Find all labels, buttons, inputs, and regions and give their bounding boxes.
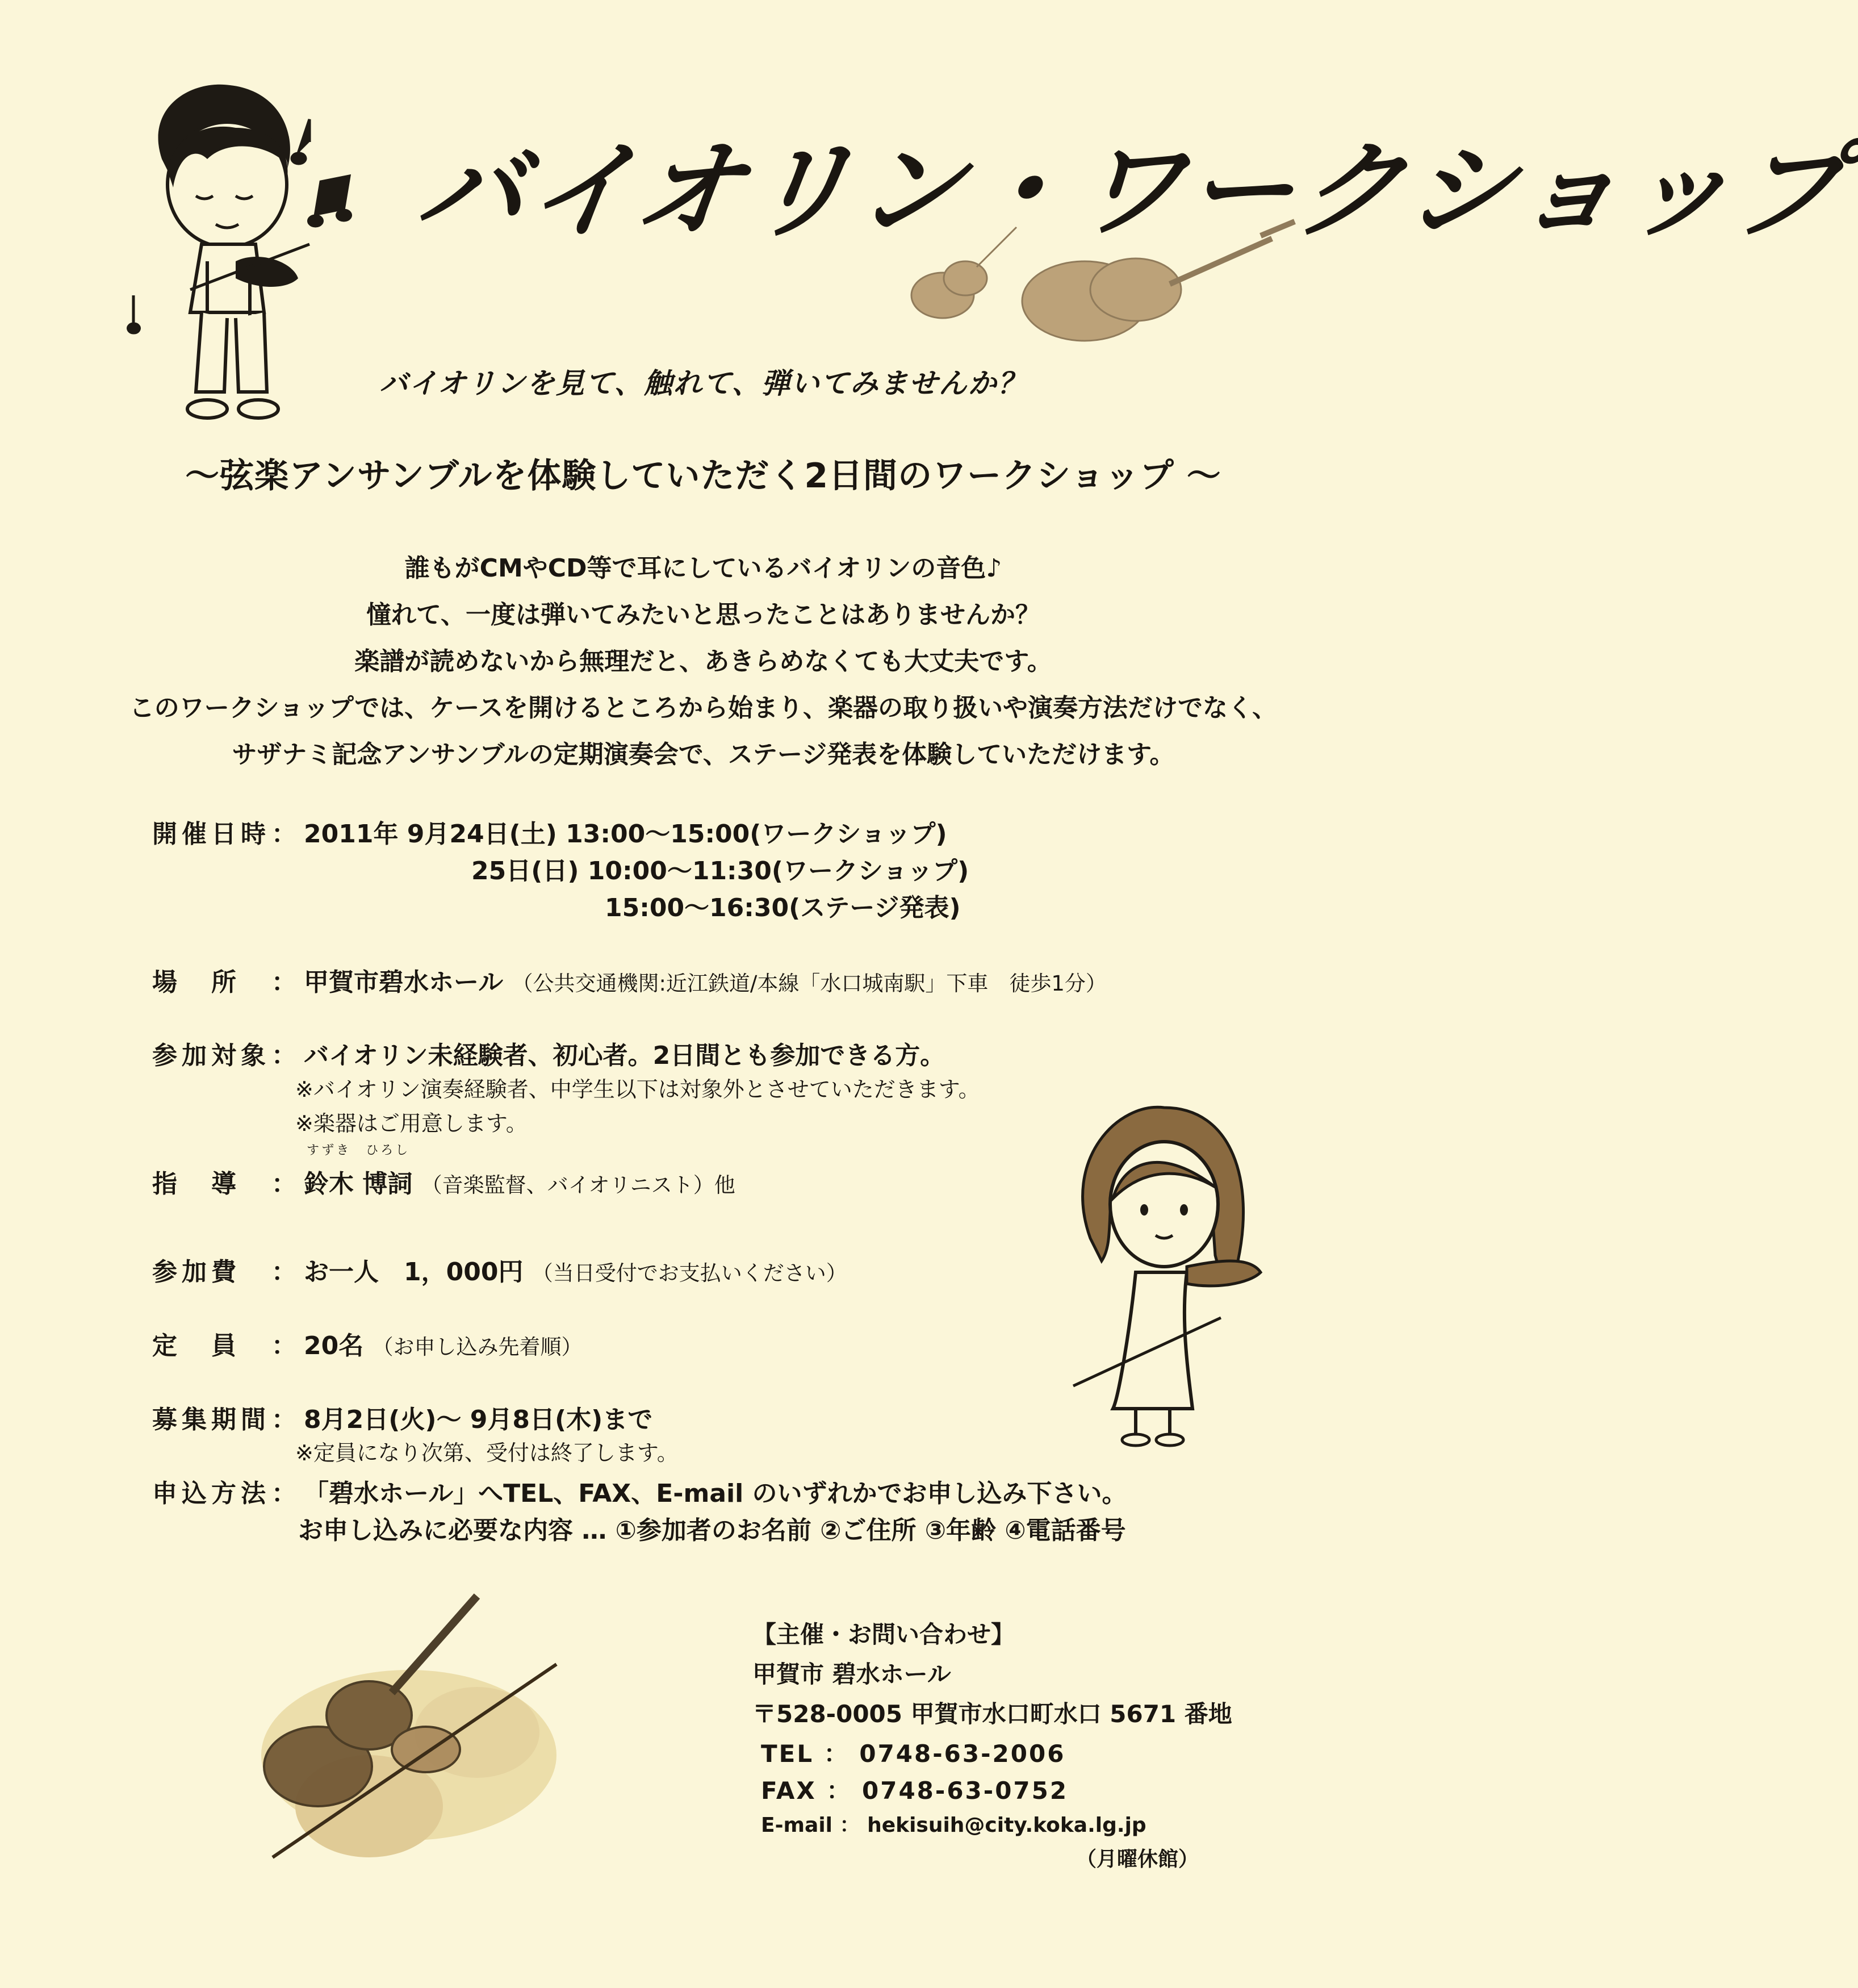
contact-address: 〒528-0005 甲賀市水口町水口 5671 番地 [752, 1700, 1232, 1728]
violin-bouquet-decoration [238, 1562, 591, 1880]
instructor-role: （音楽監督、バイオリニスト）他 [421, 1173, 735, 1197]
apply-colon: ： [271, 1479, 296, 1508]
contact-fax: FAX ： 0748-63-0752 [761, 1777, 1069, 1805]
instructor-colon: ： [271, 1170, 296, 1198]
date-label: 開催日時 [152, 820, 270, 849]
apply-line-2: お申し込みに必要な内容 … ①参加者のお名前 ②ご住所 ③年齢 ④電話番号 [298, 1516, 1126, 1545]
target-note-1: ※バイオリン演奏経験者、中学生以下は対象外とさせていただきます。 [295, 1077, 980, 1102]
contact-tel: TEL ： 0748-63-2006 [761, 1740, 1066, 1768]
capacity-label: 定 員 [152, 1331, 241, 1360]
capacity-colon: ： [271, 1331, 296, 1360]
page-title: バイオリン・ワークショップ [410, 129, 1855, 253]
capacity-number: 20名 [304, 1331, 364, 1360]
venue-name: 甲賀市碧水ホール [304, 968, 504, 997]
fee-note: （当日受付でお支払いください） [532, 1261, 847, 1285]
intro-line: サザナミ記念アンサンブルの定期演奏会で、ステージ発表を体験していただけます。 [232, 740, 1175, 769]
date-line-2: 25日(日) 10:00～11:30(ワークショップ) [471, 857, 969, 886]
tagline: バイオリンを見て、触れて、弾いてみませんか？ [379, 367, 1027, 400]
violin-photo-decoration [897, 204, 1306, 352]
target-note-2: ※楽器はご用意します。 [295, 1111, 528, 1136]
instructor-name: 鈴木 博詞 [304, 1170, 413, 1198]
intro-line: このワークショップでは、ケースを開けるところから始まり、楽器の取り扱いや演奏方法だけでなく、 [129, 694, 1278, 722]
intro-line: 誰もがCMやCD等で耳にしているバイオリンの音色♪ [404, 554, 1002, 583]
apply-label: 申込方法 [152, 1479, 270, 1508]
venue-access: （公共交通機関:近江鉄道/本線「水口城南駅」下車 徒歩1分） [512, 971, 1107, 996]
period-label: 募集期間 [152, 1405, 270, 1434]
venue-value [304, 962, 1107, 998]
date-line-3: 15:00～16:30(ステージ発表) [605, 893, 961, 922]
period-colon: ： [271, 1405, 296, 1434]
period-note: ※定員になり次第、受付は終了します。 [295, 1440, 679, 1465]
contact-heading: 【主催・お問い合わせ】 [752, 1621, 1015, 1648]
intro-line: 憧れて、一度は弾いてみたいと思ったことはありませんか？ [366, 600, 1041, 629]
apply-line-1: 「碧水ホール」へTEL、FAX、E-mail のいずれかでお申し込み下さい。 [304, 1479, 1127, 1508]
contact-closed: （月曜休館） [1076, 1848, 1199, 1871]
fee-colon: ： [271, 1258, 296, 1287]
contact-email: E-mail ： hekisuih@city.koka.lg.jp [761, 1814, 1146, 1837]
venue-label: 場 所 [152, 968, 241, 997]
fee-value [304, 1251, 847, 1288]
target-colon: ： [271, 1041, 296, 1070]
period-value: 8月2日(火)～ 9月8日(木)まで [304, 1405, 653, 1434]
date-line-1: 2011年 9月24日(土) 13:00～15:00(ワークショップ) [304, 820, 947, 849]
intro-paragraph [0, 545, 1407, 778]
capacity-value [304, 1325, 583, 1361]
target-value: バイオリン未経験者、初心者。2日間とも参加できる方。 [304, 1041, 945, 1070]
capacity-note: （お申し込み先着順） [372, 1335, 583, 1359]
venue-colon: ： [271, 968, 296, 997]
instructor-label: 指 導 [152, 1170, 241, 1198]
date-colon: ： [271, 820, 296, 849]
target-label: 参加対象 [152, 1041, 270, 1070]
fee-amount: お一人 1，000円 [304, 1258, 524, 1287]
instructor-ruby: すずき ひろし [307, 1143, 411, 1158]
fee-label: 参加費 [152, 1258, 241, 1287]
intro-line: 楽譜が読めないから無理だと、あきらめなくても大丈夫です。 [354, 647, 1052, 676]
contact-org: 甲賀市 碧水ホール [752, 1660, 951, 1688]
girl-violinist-illustration [1051, 1091, 1289, 1454]
subtitle: ～弦楽アンサンブルを体験していただく2日間のワークショップ ～ [185, 456, 1221, 496]
instructor-value [304, 1163, 735, 1200]
